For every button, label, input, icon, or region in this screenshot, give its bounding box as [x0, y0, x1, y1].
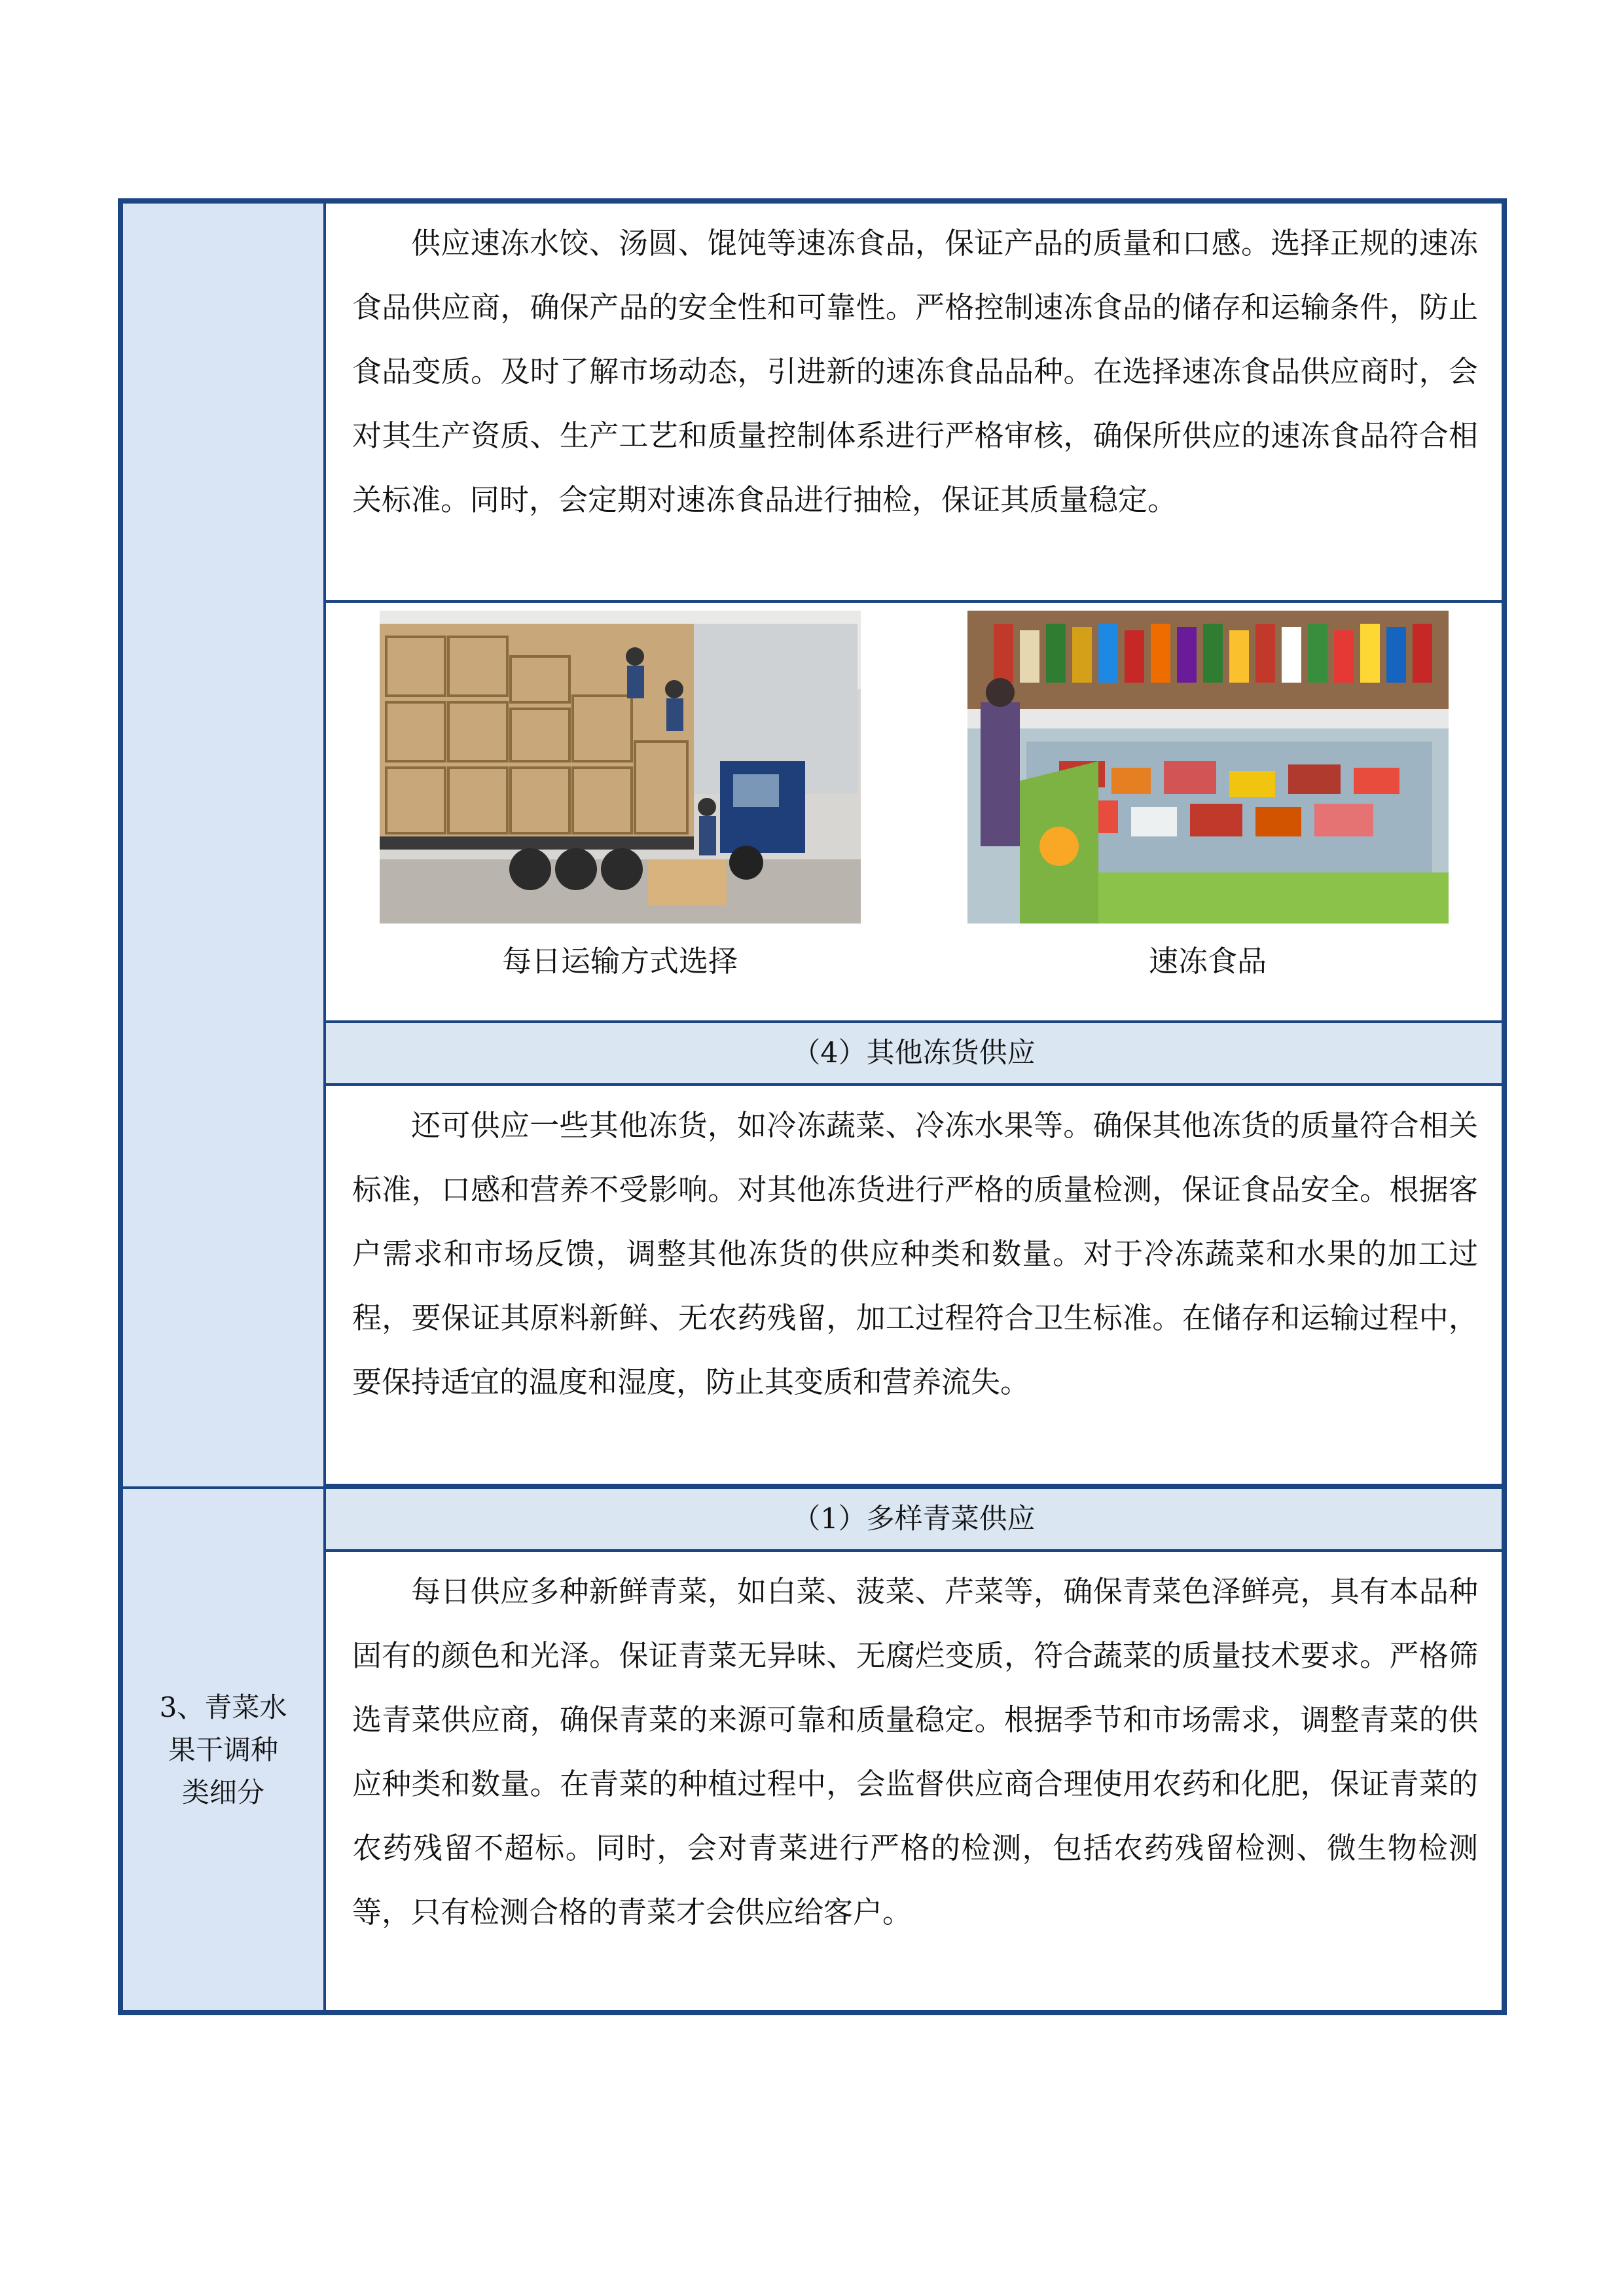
truck-loading-photo [380, 611, 861, 924]
frozen-food-paragraph: 供应速冻水饺、汤圆、馄饨等速冻食品，保证产品的质量和口感。选择正规的速冻食品供应商，确保产品的安全性和可靠性。严格控制速冻食品的储存和运输条件，防止食品变质。及时了解市场动态，引进新的速冻食品品种。在选择速冻食品供应商时，会对其生产资质、生产工艺和质量控制体系进行严格审核，确保所供应的速冻食品符合相关标准。同时，会定期对速冻食品进行抽检，保证其质量稳定。 [352, 226, 1478, 517]
photo-item-transport [378, 611, 862, 981]
photo-item-frozen [965, 611, 1450, 981]
frozen-food-cell [325, 201, 1504, 601]
content-table [118, 198, 1507, 2015]
vegetable-cell [325, 1551, 1504, 2013]
subsection-1-title: （1）多样青菜供应 [325, 1488, 1504, 1551]
section-2-side-cell [120, 201, 325, 1488]
section-3-label: 3、青菜水果干调种类细分 [159, 1691, 287, 1808]
other-frozen-cell [325, 1085, 1504, 1485]
section-3-label-cell [120, 1488, 325, 2013]
freezer-display-photo [967, 611, 1449, 924]
photo-row [326, 603, 1502, 981]
photo-caption-frozen: 速冻食品 [1148, 944, 1267, 978]
other-frozen-paragraph: 还可供应一些其他冻货，如冷冻蔬菜、冷冻水果等。确保其他冻货的质量符合相关标准，口感和营养不受影响。对其他冻货进行严格的质量检测，保证食品安全。根据客户需求和市场反馈，调整其他冻货的供应种类和数量。对于冷冻蔬菜和水果的加工过程，要保证其原料新鲜、无农药残留，加工过程符合卫生标准。在储存和运输过程中，要保持适宜的温度和湿度，防止其变质和营养流失。 [352, 1108, 1478, 1399]
subsection-4-title: （4）其他冻货供应 [325, 1022, 1504, 1085]
vegetable-paragraph: 每日供应多种新鲜青菜，如白菜、菠菜、芹菜等，确保青菜色泽鲜亮，具有本品种固有的颜色和光泽。保证青菜无异味、无腐烂变质，符合蔬菜的质量技术要求。严格筛选青菜供应商，确保青菜的来源可靠和质量稳定。根据季节和市场需求，调整青菜的供应种类和数量。在青菜的种植过程中，会监督供应商合理使用农药和化肥，保证青菜的农药残留不超标。同时，会对青菜进行严格的检测，包括农药残留检测、微生物检测等，只有检测合格的青菜才会供应给客户。 [352, 1574, 1478, 1929]
photo-cell [325, 601, 1504, 1022]
photo-caption-transport: 每日运输方式选择 [501, 944, 738, 978]
